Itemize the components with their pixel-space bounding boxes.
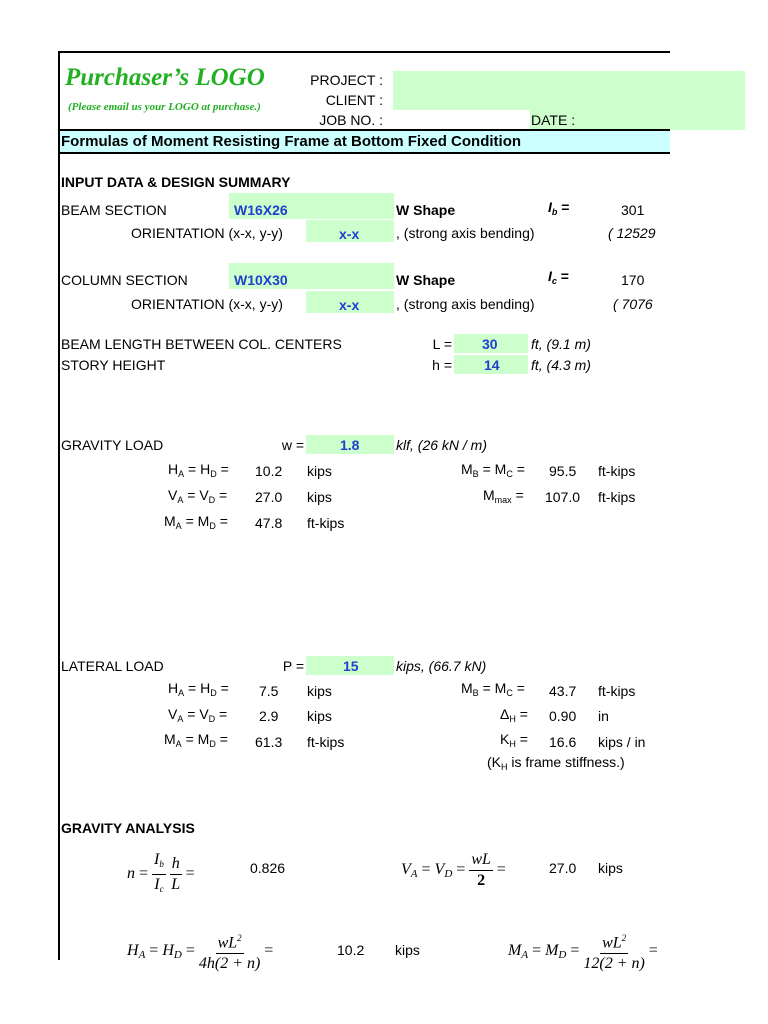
lateral-load-unit: kips, (66.7 kN) xyxy=(396,658,487,674)
grav-ma-symbol: $M_A = M_D$ = xyxy=(164,513,228,531)
lat-va-unit: kips xyxy=(307,708,332,724)
grav-va-value: 27.0 xyxy=(255,489,283,505)
va-formula: $V_A = V_D$ = $\frac{wL}{2}$ = xyxy=(401,851,506,889)
client-label: CLIENT : xyxy=(325,92,383,108)
story-height-unit: ft, (4.3 m) xyxy=(531,357,591,373)
date-label: DATE : xyxy=(531,112,576,128)
gravity-load-value[interactable]: 1.8 xyxy=(340,437,360,453)
beam-orientation-value[interactable]: x-x xyxy=(339,226,360,242)
lat-dh-symbol: $\Delta_H$ = xyxy=(500,706,528,724)
ib-metric: ( 12529 xyxy=(608,225,656,241)
beam-length-label: BEAM LENGTH BETWEEN COL. CENTERS xyxy=(61,336,342,352)
n-formula: n = $\frac{I_b}{I_c}$ $\frac{h}{L}$ = xyxy=(127,851,195,894)
grav-ma-value: 47.8 xyxy=(255,515,283,531)
column-section-label: COLUMN SECTION xyxy=(61,272,188,288)
beam-section-value[interactable]: W16X26 xyxy=(234,202,288,218)
grav-mb-value: 95.5 xyxy=(549,463,577,479)
lat-mb-symbol: $M_B = M_C$ = xyxy=(461,680,525,698)
ib-symbol: $I_b$ = xyxy=(548,199,570,217)
lat-ma-unit: ft-kips xyxy=(307,734,345,750)
lat-kh-symbol: $K_H$ = xyxy=(500,731,528,749)
logo-note: (Please email us your LOGO at purchase.) xyxy=(68,101,261,113)
gravity-load-unit: klf, (26 kN / m) xyxy=(396,437,488,453)
analysis-ha-value: 10.2 xyxy=(337,942,365,958)
analysis-va-unit: kips xyxy=(598,860,623,876)
lat-dh-unit: in xyxy=(598,708,609,724)
story-height-value[interactable]: 14 xyxy=(484,357,500,373)
lat-va-symbol: $V_A = V_D$ = xyxy=(168,706,228,724)
beam-orientation-note: , (strong axis bending) xyxy=(396,225,535,241)
grav-mb-symbol: $M_B = M_C$ = xyxy=(461,461,525,479)
sheet-top-border xyxy=(58,51,670,53)
lateral-load-label: LATERAL LOAD xyxy=(61,658,164,674)
lat-ha-value: 7.5 xyxy=(259,683,279,699)
n-value: 0.826 xyxy=(250,860,286,876)
project-label: PROJECT : xyxy=(310,72,383,88)
grav-ma-unit: ft-kips xyxy=(307,515,345,531)
grav-mmax-symbol: $M_{max}$ = xyxy=(483,487,524,505)
lat-ha-symbol: $H_A = H_D$ = xyxy=(168,680,229,698)
column-orientation-value[interactable]: x-x xyxy=(339,297,360,313)
lat-va-value: 2.9 xyxy=(259,708,279,724)
jobno-label: JOB NO. : xyxy=(319,112,383,128)
column-shape: W Shape xyxy=(396,272,456,288)
ib-value: 301 xyxy=(621,202,645,218)
length-symbol: L = xyxy=(432,336,452,352)
beam-orientation-label: ORIENTATION (x-x, y-y) xyxy=(131,225,283,241)
column-section-value[interactable]: W10X30 xyxy=(234,272,288,288)
analysis-ha-unit: kips xyxy=(395,942,420,958)
analysis-heading: GRAVITY ANALYSIS xyxy=(61,820,195,836)
grav-mmax-value: 107.0 xyxy=(545,489,581,505)
beam-section-label: BEAM SECTION xyxy=(61,202,167,218)
lat-mb-unit: ft-kips xyxy=(598,683,636,699)
beam-shape: W Shape xyxy=(396,202,456,218)
ma-formula: $M_A = M_D$ = $\frac{wL^2}{12(2 + n)}$ = xyxy=(508,928,658,960)
beam-length-value[interactable]: 30 xyxy=(482,336,498,352)
ic-metric: ( 7076 xyxy=(613,296,653,312)
grav-va-unit: kips xyxy=(307,489,332,505)
grav-ha-symbol: $H_A = H_D$ = xyxy=(168,461,229,479)
analysis-va-value: 27.0 xyxy=(549,860,577,876)
lat-kh-unit: kips / in xyxy=(598,734,646,750)
lat-ma-symbol: $M_A = M_D$ = xyxy=(164,731,228,749)
page-title: Formulas of Moment Resisting Frame at Bottom Fixed Condition xyxy=(61,133,522,150)
lat-ha-unit: kips xyxy=(307,683,332,699)
lat-mb-value: 43.7 xyxy=(549,683,577,699)
grav-mmax-unit: ft-kips xyxy=(598,489,636,505)
ic-value: 170 xyxy=(621,272,645,288)
story-height-label: STORY HEIGHT xyxy=(61,357,166,373)
beam-length-unit: ft, (9.1 m) xyxy=(531,336,591,352)
lateral-load-value[interactable]: 15 xyxy=(343,658,359,674)
w-symbol: w = xyxy=(281,437,304,453)
height-symbol: h = xyxy=(432,357,452,373)
kh-note: ($K_H$ is frame stiffness.) xyxy=(487,754,625,772)
grav-mb-unit: ft-kips xyxy=(598,463,636,479)
lat-kh-value: 16.6 xyxy=(549,734,577,750)
lat-ma-value: 61.3 xyxy=(255,734,283,750)
column-orientation-label: ORIENTATION (x-x, y-y) xyxy=(131,296,283,312)
grav-ha-value: 10.2 xyxy=(255,463,283,479)
column-orientation-note: , (strong axis bending) xyxy=(396,296,535,312)
summary-heading: INPUT DATA & DESIGN SUMMARY xyxy=(61,174,291,190)
purchaser-logo: Purchaser’s LOGO xyxy=(65,64,265,91)
grav-ha-unit: kips xyxy=(307,463,332,479)
title-bottom-border xyxy=(58,152,670,154)
lat-dh-value: 0.90 xyxy=(549,708,577,724)
ha-formula: $H_A = H_D$ = $\frac{wL^2}{4h(2 + n)}$ = xyxy=(127,928,273,960)
sheet-left-border xyxy=(58,52,60,960)
p-symbol: P = xyxy=(282,658,304,674)
grav-va-symbol: $V_A = V_D$ = xyxy=(168,487,228,505)
gravity-load-label: GRAVITY LOAD xyxy=(61,437,164,453)
ic-symbol: $I_c$ = xyxy=(548,268,569,286)
jobno-input[interactable] xyxy=(393,110,530,130)
date-input[interactable] xyxy=(598,110,745,130)
